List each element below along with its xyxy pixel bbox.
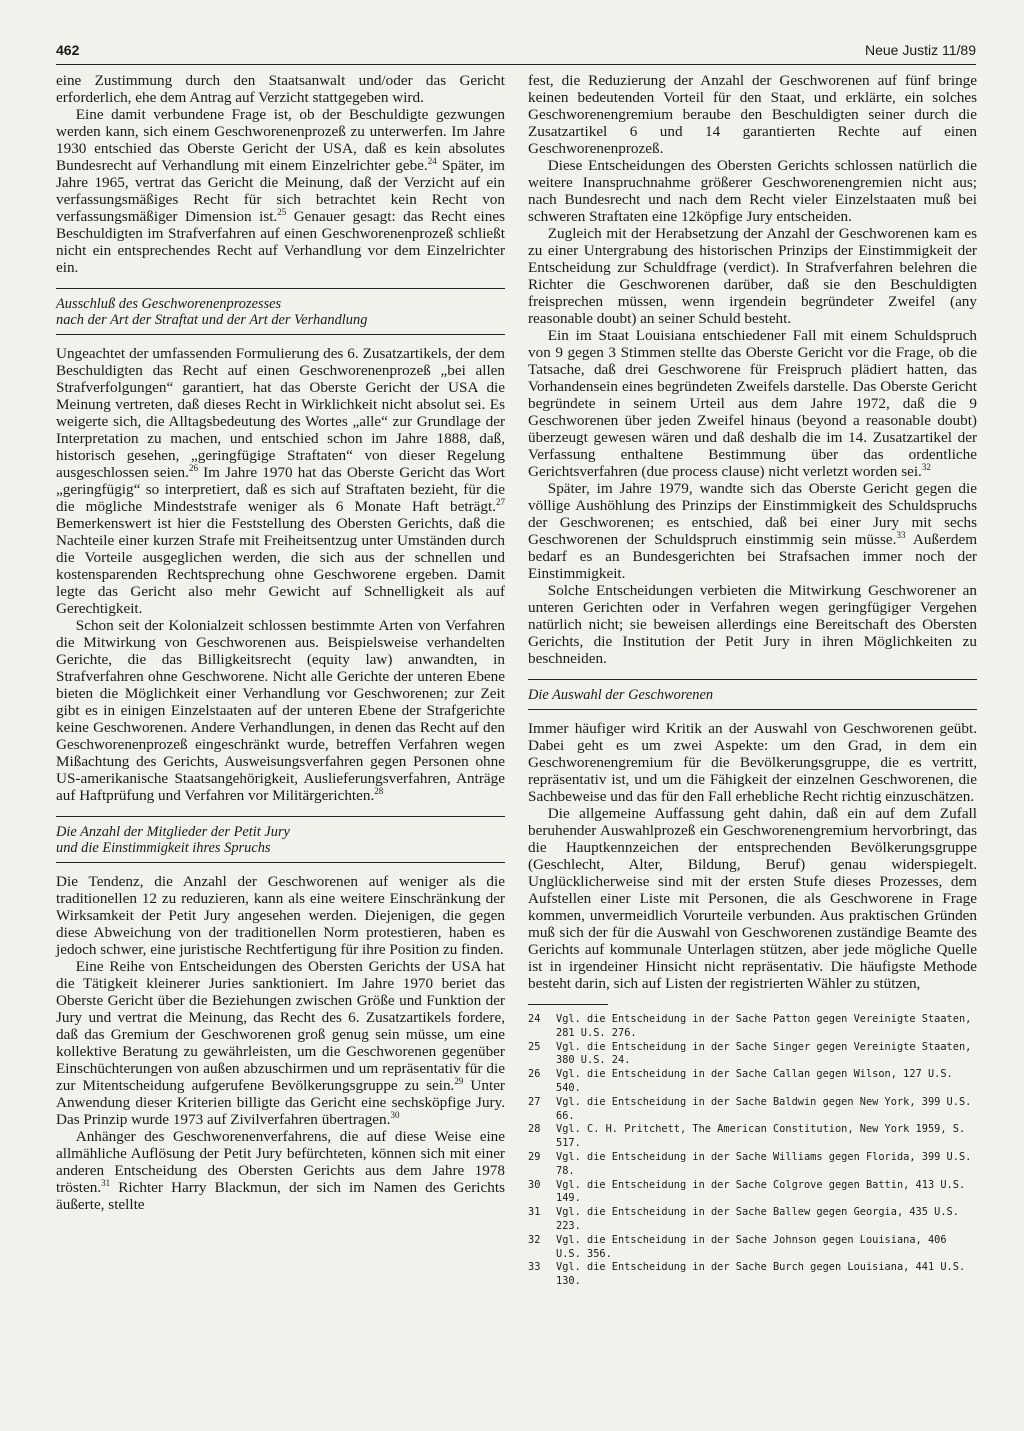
paragraph: Später, im Jahre 1979, wandte sich das Oberste Gericht gegen die völlige Aushöhlung des Prinzips der Einstimmigkeit des Schuldspruchs der Geschworenen; es entschied, daß bei einer Jury mit sechs Geschworenen der Schuldspruch einstimmig sein müsse.$^{33}$ Außerdem bedarf es an Bundesgerichten bei Strafsachen immer noch der Einstimmigkeit.	[528, 480, 978, 582]
footnote-ref[interactable]: 30	[390, 1109, 400, 1120]
footnote: 27 Vgl. die Entscheidung in der Sache Baldwin gegen New York, 399 U.S. 66.	[528, 1095, 972, 1122]
footnote-ref[interactable]: 24	[427, 155, 437, 166]
section-heading: Die Anzahl der Mitglieder der Petit Jury und die Einstimmigkeit ihres Spruchs	[56, 816, 505, 863]
journal-issue: Neue Justiz 11/89	[864, 42, 976, 58]
footnote-ref[interactable]: 31	[101, 1177, 111, 1188]
paragraph: Diese Entscheidungen des Obersten Gerichts schlossen natürlich die weitere Inanspruchnahme größerer Geschworenengremien nicht aus; nach Bundesrecht und nach dem Recht vieler Einzelstaaten muß bei schweren Straftaten eine 12köpfige Jury entscheiden.	[528, 157, 977, 225]
footnote-ref[interactable]: 26	[188, 462, 198, 473]
paragraph: Solche Entscheidungen verbieten die Mitwirkung Geschworener an unteren Gerichten oder in Verfahren wegen geringfügiger Vergehen natürlich nicht; sie beweisen allerdings eine Bereitschaft des Obersten Gerichts, die Institution der Petit Jury in ihren Möglichkeiten zu beschneiden.	[528, 582, 977, 667]
paragraph: eine Zustimmung durch den Staatsanwalt und/oder das Gericht erforderlich, ehe dem Antrag auf Verzicht stattgegeben wird.	[56, 72, 505, 106]
footnote: 28 Vgl. C. H. Pritchett, The American Constitution, New York 1959, S. 517.	[528, 1123, 966, 1150]
paragraph: Anhänger des Geschworenenverfahrens, die auf diese Weise eine allmähliche Auflösung der Petit Jury befürchteten, können sich mit einer anderen Entscheidung des Obersten Gerichts aus dem Jahre 1978 trösten.$^{31}$ Richter Harry Blackmun, der sich im Namen des Gerichts äußerte, stellte	[56, 1128, 505, 1213]
paragraph: Die allgemeine Auffassung geht dahin, daß ein auf dem Zufall beruhender Auswahlprozeß ein Geschworenengremium hervorbringt, das die Hauptkennzeichen der entsprechenden Bevölkerungsgruppe (Geschlecht, Alter, Bildung, Beruf) genau widerspiegelt. Unglücklicherweise sind mit der ersten Stufe dieses Prozesses, dem Aufstellen einer Liste mit Personen, die als Geschworene in Frage kommen, unvermeidlich Vorurteile verbunden. Aus praktischen Gründen muß sich der für die Auswahl von Geschworenen zuständige Beamte des Gerichts auf kommunale Unterlagen stützen, aber jede mögliche Quelle ist in irgendeiner Hinsicht nicht repräsentativ. Die häufigste Methode besteht darin, sich auf Listen der registrierten Wähler zu stützen,	[528, 805, 977, 992]
section-heading: Die Auswahl der Geschworenen	[528, 679, 977, 710]
footnote: 33 Vgl. die Entscheidung in der Sache Burch gegen Louisiana, 441 U.S. 130.	[528, 1261, 966, 1288]
footnotes	[528, 1013, 977, 1289]
footnote: 24 Vgl. die Entscheidung in der Sache Patton gegen Vereinigte Staaten, 281 U.S. 276.	[528, 1013, 972, 1039]
paragraph: Zugleich mit der Herabsetzung der Anzahl der Geschworenen kam es zu einer Untergrabung des historischen Prinzips der Einstimmigkeit der Entscheidung zur Schuldfrage (verdict). In Strafverfahren belehren die Richter die Geschworenen darüber, daß sie den Beschuldigten freisprechen müssen, wenn irgendein begründeter Zweifel (any reasonable doubt) an seiner Schuld besteht.	[528, 225, 977, 327]
paragraph: Ungeachtet der umfassenden Formulierung des 6. Zusatzartikels, der dem Beschuldigten das Recht auf einen Geschworenenprozeß „bei allen Strafverfolgungen“ garantiert, hat das Oberste Gericht der USA die Meinung vertreten, daß dieses Recht in Wirklichkeit nicht absolut sei. Es weigerte sich, die Alltagsbedeutung des Wortes „alle“ zur Grundlage der Interpretation zu machen, und entschied schon im Jahre 1888, daß, historisch gesehen, „geringfügige Straftaten“ von dieser Regelung ausgeschlossen seien.$^{26}$ Im Jahre 1970 hat das Oberste Gericht das Wort „geringfügig“ so interpretiert, daß es sich auf Straftaten bezieht, für die die mögliche Mindeststrafe weniger als 6 Monate Haft beträgt.$^{27}$ Bemerkenswert ist hier die Feststellung des Obersten Gerichts, daß die Nachteile einer kurzen Strafe mit Freiheitsentzug unter Umständen durch die Vorteile ausgeglichen werden, die sich aus der schnellen und kostensparenden Rechtsprechung ohne Geschworene ergeben. Damit legte das Gericht also mehr Gewicht auf Schnelligkeit als auf Gerechtigkeit.	[56, 345, 505, 617]
paragraph: Ein im Staat Louisiana entschiedener Fall mit einem Schuldspruch von 9 gegen 3 Stimmen stellte das Oberste Gericht vor die Frage, ob die Tatsache, daß drei Geschworene für Freispruch plädiert hatten, das Vorhandensein eines begründeten Zweifels darstelle. Das Oberste Gericht begründete in seinem Urteil aus dem Jahre 1972, daß die 9 Geschworenen über jeden Zweifel hinaus (beyond a reasonable doubt) überzeugt gewesen wären und daß deshalb die im 14. Zusatzartikel der Verfassung enthaltene Bestimmung über das ordentliche Gerichtsverfahren (due process clause) nicht verletzt worden sei.$^{32}$	[528, 327, 977, 480]
footnote-ref[interactable]: 29	[454, 1075, 464, 1086]
page-header	[56, 32, 976, 60]
right-column	[528, 72, 977, 1289]
footnote: 26 Vgl. die Entscheidung in der Sache Callan gegen Wilson, 127 U.S. 540.	[528, 1068, 953, 1094]
footnote-ref[interactable]: 27	[496, 496, 505, 507]
footnote-rule	[528, 1004, 608, 1005]
paragraph: Schon seit der Kolonialzeit schlossen bestimmte Arten von Verfahren die Mitwirkung von Geschworenen aus. Beispielsweise verhandelten Gerichte, die das Billigkeitsrecht (equity law) anwandten, in Strafverfahren ohne Geschworene. Nicht alle Gerichte der unteren Ebene bieten die Möglichkeit einer Verhandlung vor Geschworenen; zur Zeit gibt es in einigen Einzelstaaten auf der unteren Ebene der Strafgerichte keine Geschworenen. Andere Verhandlungen, in denen das Recht auf den Geschworenenprozeß eingeschränkt wurde, betreffen Verfahren wegen Mißachtung des Gerichts, Ausweisungsverfahren gegen Personen ohne US-amerikanische Staatsangehörigkeit, Auslieferungsverfahren, Anträge auf Haftprüfung und Verfahren vor Militärgerichten.$^{28}$	[56, 617, 505, 804]
footnote: 30 Vgl. die Entscheidung in der Sache Colgrove gegen Battin, 413 U.S. 149.	[528, 1178, 966, 1205]
page-number: 462	[56, 42, 80, 58]
left-column	[56, 72, 505, 1213]
section-heading: Ausschluß des Geschworenenprozesses nach der Art der Straftat und der Art der Verhandlung	[56, 288, 505, 335]
footnote-ref[interactable]: 32	[921, 461, 931, 472]
footnote-ref[interactable]: 25	[277, 206, 287, 217]
footnote: 32 Vgl. die Entscheidung in der Sache Johnson gegen Louisiana, 406 U.S. 356.	[528, 1233, 947, 1260]
paragraph: Eine damit verbundene Frage ist, ob der Beschuldigte gezwungen werden kann, sich einem Geschworenenprozeß zu unterwerfen. Im Jahre 1930 entschied das Oberste Gericht der USA, daß es kein absolutes Bundesrecht auf Verhandlung mit einem Einzelrichter gebe.$^{24}$ Später, im Jahre 1965, vertrat das Gericht die Meinung, daß der Verzicht auf ein verfassungsmäßiges Recht für sich betrachtet kein Recht von verfassungsmäßiger Dimension ist.$^{25}$ Genauer gesagt: das Recht eines Beschuldigten im Strafverfahren auf einen Geschworenenprozeß schließt nicht ein entsprechendes Recht auf Verhandlung vor dem Einzelrichter ein.	[56, 106, 505, 276]
paragraph: Eine Reihe von Entscheidungen des Obersten Gerichts der USA hat die Tätigkeit kleinerer Juries sanktioniert. Im Jahre 1970 beriet das Oberste Gericht über die Beziehungen zwischen Größe und Funktion der Jury und vertrat die Meinung, das Recht des 6. Zusatzartikels fordere, daß das Gremium der Geschworenen groß genug sein müsse, um eine kollektive Beratung zu gewährleisten, um die Geschworenen gegenüber Einschüchterungen von außen abzuschirmen und um repräsentativ für die zur Mitentscheidung aufgerufene Bevölkerungsgruppe zu sein.$^{29}$ Unter Anwendung dieser Kriterien billigte das Gericht eine sechsköpfige Jury. Das Prinzip wurde 1973 auf Zivilverfahren übertragen.$^{30}$	[56, 958, 505, 1128]
paragraph: fest, die Reduzierung der Anzahl der Geschworenen auf fünf bringe keinen bedeutenden Vorteil für den Staat, und erklärte, ein solches Geschworenengremium beraube den Beschuldigten seiner durch die Zusatzartikel 6 und 14 garantierten Rechte auf einen Geschworenenprozeß.	[528, 72, 977, 157]
footnote: 31 Vgl. die Entscheidung in der Sache Ballew gegen Georgia, 435 U.S. 223.	[528, 1206, 959, 1232]
footnote-ref[interactable]: 28	[374, 785, 384, 796]
footnote: 29 Vgl. die Entscheidung in der Sache Williams gegen Florida, 399 U.S. 78.	[528, 1150, 972, 1177]
paragraph: Immer häufiger wird Kritik an der Auswahl von Geschworenen geübt. Dabei geht es um zwei Aspekte: um den Grad, in dem ein Geschworenengremium für die Bevölkerungsgruppe, die es vertritt, repräsentativ ist, und um die Fähigkeit der einzelnen Geschworenen, die Sachbeweise und das für den Fall erhebliche Recht richtig einzuschätzen.	[528, 720, 977, 805]
header-rule	[56, 64, 976, 65]
footnote: 25 Vgl. die Entscheidung in der Sache Singer gegen Vereinigte Staaten, 380 U.S. 24.	[528, 1040, 972, 1067]
paragraph: Die Tendenz, die Anzahl der Geschworenen auf weniger als die traditionellen 12 zu reduzieren, kann als eine weitere Einschränkung der Wirksamkeit der Petit Jury angesehen werden. Diejenigen, die gegen diese Abweichung von der traditionellen Norm protestieren, haben es jedoch schwer, eine juristische Rechtfertigung für ihre Position zu finden.	[56, 873, 505, 958]
document-page	[56, 32, 976, 1407]
footnote-ref[interactable]: 33	[896, 529, 906, 540]
